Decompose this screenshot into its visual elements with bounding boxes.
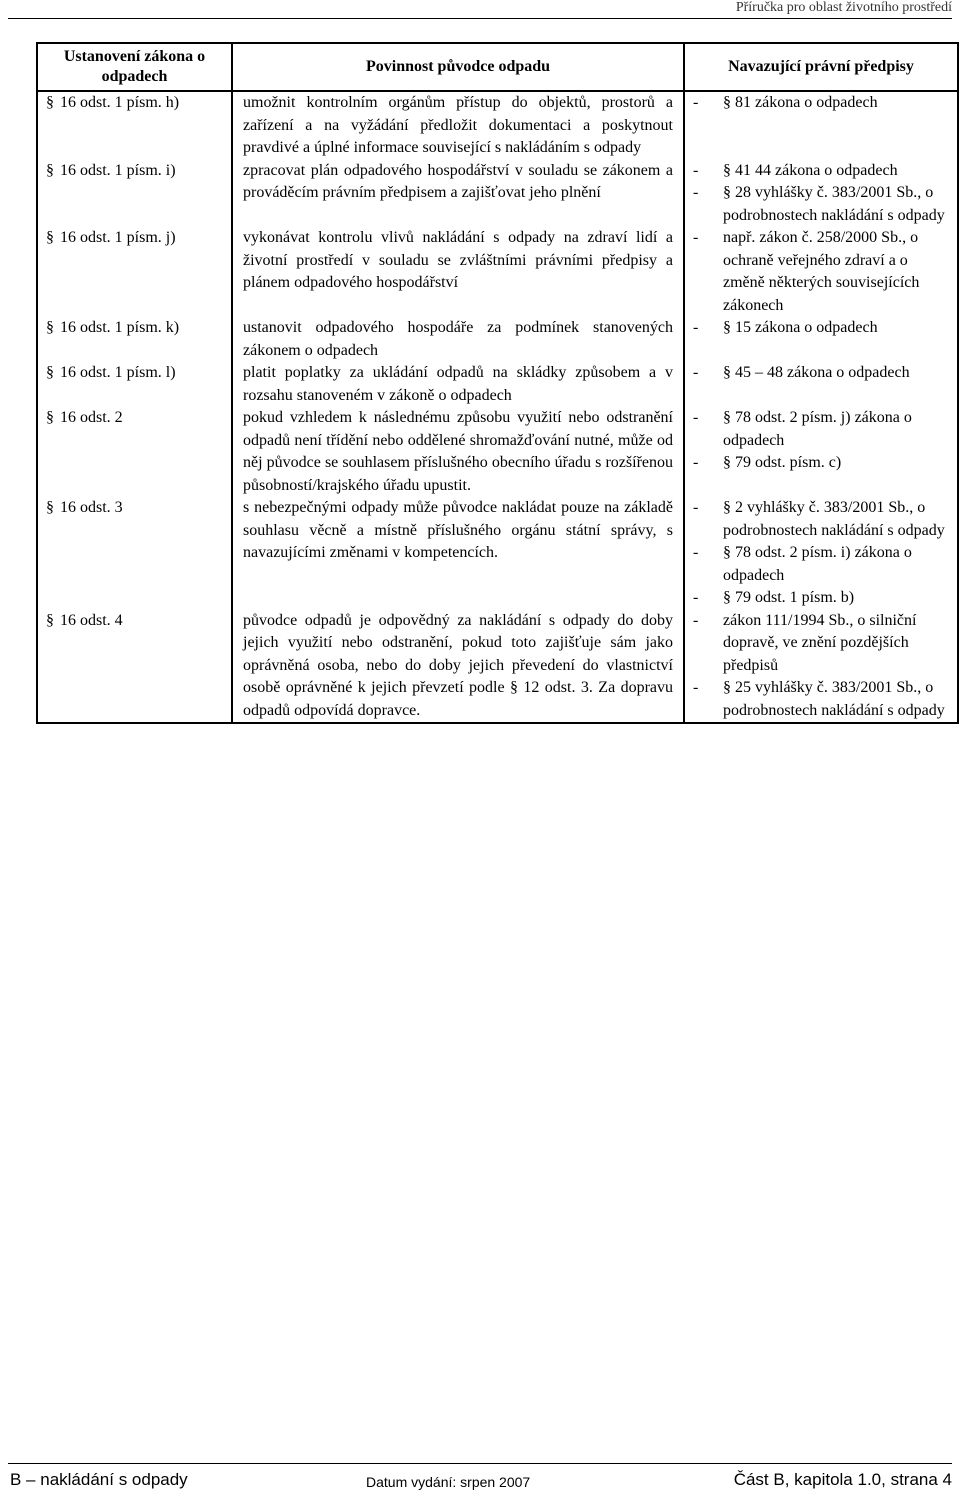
related-law-item: - např. zákon č. 258/2000 Sb., o ochraně veřejného zdraví a o změně některých souvisejících zákonech <box>691 227 953 317</box>
related-law-cell <box>684 610 957 723</box>
related-law-item: - § 79 odst. 1 písm. b) <box>691 587 953 610</box>
related-law-item: - § 78 odst. 2 písm. i) zákona o odpadech <box>691 542 953 587</box>
related-law-list <box>691 227 953 317</box>
footer-rule <box>8 1463 952 1464</box>
table-row <box>38 362 957 407</box>
obligations-table <box>36 42 959 724</box>
table-row <box>38 610 957 723</box>
table-row <box>38 407 957 497</box>
column-header-duty: Povinnost původce odpadu <box>232 44 684 91</box>
related-law-item: - zákon 111/1994 Sb., o silniční dopravě, ve znění pozdějších předpisů <box>691 610 953 678</box>
duty-cell: původce odpadů je odpovědný za nakládání s odpady do doby jejich využití nebo odstranění, pokud toto zajišťuje sám jako oprávněná osoba, nebo do doby jejich převedení do vlastnictví osobě oprávněné k jejich převzetí podle § 12 odst. 3. Za dopravu odpadů odpovídá dopravce. <box>232 610 684 723</box>
related-law-cell <box>684 362 957 407</box>
column-header-provision: Ustanovení zákona o odpadech <box>38 44 232 91</box>
related-law-cell <box>684 497 957 610</box>
provision-cell <box>38 91 232 160</box>
table-row <box>38 497 957 610</box>
provision-cell <box>38 317 232 362</box>
table-row <box>38 91 957 160</box>
related-law-item: - § 28 vyhlášky č. 383/2001 Sb., o podrobnostech nakládání s odpady <box>691 182 953 227</box>
provision-cell <box>38 160 232 228</box>
footer-date: Datum vydání: srpen 2007 <box>366 1474 531 1490</box>
duty-cell: umožnit kontrolním orgánům přístup do objektů, prostorů a zařízení a na vyžádání předložit dokumentaci a poskytnout pravdivé a úplné informace související s nakládáním s odpady <box>232 91 684 160</box>
footer-chapter: B – nakládání s odpady <box>10 1470 188 1489</box>
duty-cell: vykonávat kontrolu vlivů nakládání s odpady na zdraví lidí a životní prostředí v souladu se zvláštními právními předpisy a plánem odpadového hospodářství <box>232 227 684 317</box>
provision-label: § 16 odst. 1 písm. j) <box>46 229 176 246</box>
provision-label: § 16 odst. 1 písm. l) <box>46 364 176 381</box>
related-law-cell <box>684 91 957 160</box>
related-law-item: - § 81 zákona o odpadech <box>691 92 953 115</box>
related-law-item: - § 78 odst. 2 písm. j) zákona o odpadech <box>691 407 953 452</box>
table-row <box>38 317 957 362</box>
related-law-list <box>691 92 953 115</box>
provision-label: § 16 odst. 1 písm. h) <box>46 94 179 111</box>
provision-label: § 16 odst. 1 písm. k) <box>46 319 179 336</box>
related-law-list <box>691 317 953 340</box>
related-law-item: - § 45 – 48 zákona o odpadech <box>691 362 953 385</box>
column-header-related-law: Navazující právní předpisy <box>684 44 957 91</box>
provision-cell <box>38 610 232 723</box>
related-law-item: - § 41 44 zákona o odpadech <box>691 160 953 183</box>
table-header-row <box>38 44 957 91</box>
related-law-list <box>691 407 953 475</box>
duty-cell: s nebezpečnými odpady může původce nakládat pouze na základě souhlasu věcně a místně příslušného orgánu státní správy, s navazujícími změnami v kompetencích. <box>232 497 684 610</box>
running-header: Příručka pro oblast životního prostředí <box>735 0 952 15</box>
related-law-list <box>691 160 953 228</box>
duty-cell: platit poplatky za ukládání odpadů na skládky způsobem a v rozsahu stanoveném v zákoně o odpadech <box>232 362 684 407</box>
duty-cell: ustanovit odpadového hospodáře za podmínek stanovených zákonem o odpadech <box>232 317 684 362</box>
related-law-cell <box>684 407 957 497</box>
related-law-list <box>691 610 953 723</box>
duty-cell: pokud vzhledem k následnému způsobu využití nebo odstranění odpadů není třídění nebo oddělené shromažďování nutné, může od něj původce se souhlasem příslušného obecního úřadu s rozšířenou působností/krajského úřadu upustit. <box>232 407 684 497</box>
related-law-list <box>691 497 953 610</box>
provision-label: § 16 odst. 4 <box>46 612 123 629</box>
header-rule <box>8 18 952 19</box>
provision-cell <box>38 407 232 497</box>
provision-label: § 16 odst. 1 písm. i) <box>46 162 176 179</box>
related-law-list <box>691 362 953 385</box>
provision-label: § 16 odst. 2 <box>46 409 123 426</box>
provision-cell <box>38 227 232 317</box>
related-law-cell <box>684 227 957 317</box>
related-law-cell <box>684 317 957 362</box>
related-law-item: - § 79 odst. písm. c) <box>691 452 953 475</box>
related-law-item: - § 15 zákona o odpadech <box>691 317 953 340</box>
related-law-item: - § 25 vyhlášky č. 383/2001 Sb., o podrobnostech nakládání s odpady <box>691 677 953 722</box>
related-law-cell <box>684 160 957 228</box>
footer-page: Část B, kapitola 1.0, strana 4 <box>733 1470 952 1489</box>
provision-cell <box>38 362 232 407</box>
table-row <box>38 160 957 228</box>
duty-cell: zpracovat plán odpadového hospodářství v souladu se zákonem a prováděcím právním předpisem a zajišťovat jeho plnění <box>232 160 684 228</box>
related-law-item: - § 2 vyhlášky č. 383/2001 Sb., o podrobnostech nakládání s odpady <box>691 497 953 542</box>
provision-label: § 16 odst. 3 <box>46 499 123 516</box>
provision-cell <box>38 497 232 610</box>
table-row <box>38 227 957 317</box>
